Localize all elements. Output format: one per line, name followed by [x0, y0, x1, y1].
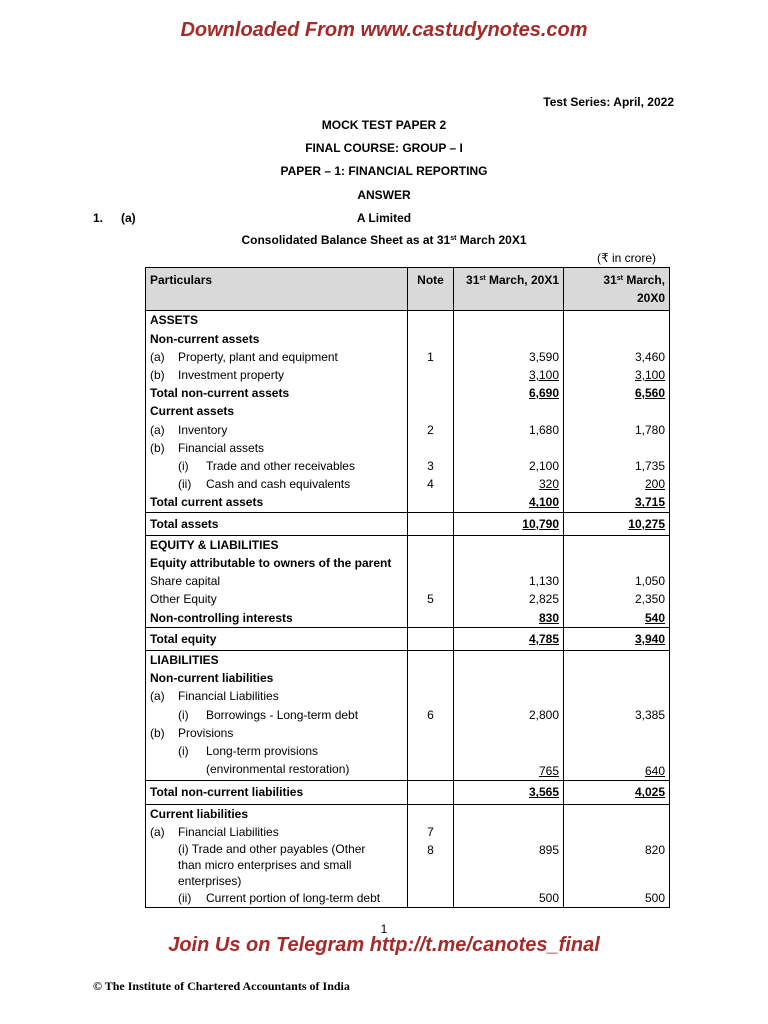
value-20x0: 3,715: [564, 493, 670, 512]
row-label: EQUITY & LIABILITIES: [146, 535, 408, 554]
row-label: (i) Trade and other payables (Other than micro enterprises and small enterprises): [146, 841, 408, 889]
row-label: Non-current assets: [146, 330, 408, 348]
col-20x0: 31st March, 20X0: [564, 268, 670, 311]
value-20x0: 640: [564, 742, 670, 781]
value-20x0: 2,350: [564, 590, 670, 608]
row-label: (a) Financial Liabilities: [146, 823, 408, 841]
row-label: ASSETS: [146, 311, 408, 330]
value-20x1: 500: [454, 889, 564, 908]
row-label: Current liabilities: [146, 804, 408, 823]
row-label: Total assets: [146, 512, 408, 535]
row-label: Equity attributable to owners of the parent: [146, 554, 408, 572]
row-label: (i) Borrowings - Long-term debt: [146, 706, 408, 724]
row-label: Current assets: [146, 402, 408, 420]
value-20x1: 3,565: [454, 781, 564, 804]
mock-test-title: MOCK TEST PAPER 2: [321, 118, 447, 132]
note-cell: 5: [408, 590, 454, 608]
note-cell: 2: [408, 421, 454, 439]
table-row: [146, 421, 670, 439]
row-label: (i) Long-term provisions (environmental restoration): [146, 742, 408, 781]
table-row: [146, 554, 670, 572]
page-number: 1: [380, 922, 388, 936]
table-row: [146, 366, 670, 384]
value-20x1: 3,590: [454, 348, 564, 366]
value-20x0: 200: [564, 475, 670, 493]
row-label: (b) Provisions: [146, 724, 408, 742]
row-label: (ii) Current portion of long-term debt: [146, 889, 408, 908]
value-20x0: 1,780: [564, 421, 670, 439]
table-row: [146, 535, 670, 554]
value-20x0: 4,025: [564, 781, 670, 804]
value-20x1: 765: [454, 742, 564, 781]
row-label: Non-controlling interests: [146, 609, 408, 628]
test-series-label: Test Series: April, 2022: [543, 95, 674, 109]
value-20x0: 540: [564, 609, 670, 628]
value-20x1: 4,785: [454, 627, 564, 650]
table-row: [146, 823, 670, 841]
table-row: [146, 687, 670, 705]
value-20x1: 2,800: [454, 706, 564, 724]
col-note: Note: [408, 268, 454, 311]
table-row: [146, 724, 670, 742]
row-label: Share capital: [146, 572, 408, 590]
table-row: [146, 512, 670, 535]
question-number: 1.: [93, 211, 104, 225]
value-20x1: 6,690: [454, 384, 564, 402]
table-row: [146, 384, 670, 402]
value-20x0: 1,735: [564, 457, 670, 475]
note-cell: 4: [408, 475, 454, 493]
table-row: [146, 889, 670, 908]
table-row: [146, 651, 670, 670]
paper-title: PAPER – 1: FINANCIAL REPORTING: [280, 164, 488, 178]
table-row: [146, 590, 670, 608]
telegram-banner: Join Us on Telegram http://t.me/canotes_final: [168, 934, 600, 956]
col-20x1: 31st March, 20X1: [454, 268, 564, 311]
value-20x1: 1,130: [454, 572, 564, 590]
value-20x0: 3,385: [564, 706, 670, 724]
value-20x1: 2,100: [454, 457, 564, 475]
answer-heading: ANSWER: [357, 188, 411, 202]
value-20x0: 3,460: [564, 348, 670, 366]
value-20x1: 10,790: [454, 512, 564, 535]
table-row: [146, 439, 670, 457]
value-20x1: 830: [454, 609, 564, 628]
value-20x0: 820: [564, 841, 670, 889]
value-20x1: 1,680: [454, 421, 564, 439]
table-row: [146, 781, 670, 804]
note-cell: 6: [408, 706, 454, 724]
table-row: [146, 804, 670, 823]
row-label: (b) Investment property: [146, 366, 408, 384]
note-cell: 8: [408, 841, 454, 889]
table-row: [146, 572, 670, 590]
table-row: [146, 457, 670, 475]
value-20x1: 4,100: [454, 493, 564, 512]
row-label: Other Equity: [146, 590, 408, 608]
table-row: [146, 311, 670, 330]
table-row: [146, 475, 670, 493]
row-label: Total equity: [146, 627, 408, 650]
row-label: Total current assets: [146, 493, 408, 512]
copyright-notice: © The Institute of Chartered Accountants of India: [93, 979, 350, 993]
course-title: FINAL COURSE: GROUP – I: [305, 141, 463, 155]
currency-unit: (₹ in crore): [597, 251, 656, 265]
table-row: [146, 402, 670, 420]
table-row: [146, 330, 670, 348]
row-label: LIABILITIES: [146, 651, 408, 670]
balance-sheet-table: [145, 267, 670, 908]
col-particulars: Particulars: [146, 268, 408, 311]
question-part: (a): [121, 211, 136, 225]
row-label: Non-current liabilities: [146, 669, 408, 687]
table-row: [146, 841, 670, 889]
note-cell: 1: [408, 348, 454, 366]
table-header-row: [146, 268, 670, 311]
table-row: [146, 742, 670, 781]
value-20x0: 3,940: [564, 627, 670, 650]
row-label: (i) Trade and other receivables: [146, 457, 408, 475]
row-label: (ii) Cash and cash equivalents: [146, 475, 408, 493]
row-label: Total non-current liabilities: [146, 781, 408, 804]
value-20x1: 895: [454, 841, 564, 889]
row-label: (a) Inventory: [146, 421, 408, 439]
table-row: [146, 348, 670, 366]
row-label: (a) Financial Liabilities: [146, 687, 408, 705]
note-cell: 7: [408, 823, 454, 841]
row-label: Total non-current assets: [146, 384, 408, 402]
row-label: (a) Property, plant and equipment: [146, 348, 408, 366]
value-20x1: 320: [454, 475, 564, 493]
value-20x1: 2,825: [454, 590, 564, 608]
row-label: (b) Financial assets: [146, 439, 408, 457]
value-20x0: 10,275: [564, 512, 670, 535]
table-row: [146, 627, 670, 650]
note-cell: 3: [408, 457, 454, 475]
value-20x1: 3,100: [454, 366, 564, 384]
download-banner: Downloaded From www.castudynotes.com: [180, 19, 588, 41]
table-row: [146, 706, 670, 724]
value-20x0: 1,050: [564, 572, 670, 590]
company-name: A Limited: [356, 211, 412, 225]
value-20x0: 6,560: [564, 384, 670, 402]
statement-title: Consolidated Balance Sheet as at 31st March 20X1: [241, 233, 527, 247]
table-row: [146, 493, 670, 512]
table-row: [146, 609, 670, 628]
table-row: [146, 669, 670, 687]
value-20x0: 3,100: [564, 366, 670, 384]
value-20x0: 500: [564, 889, 670, 908]
